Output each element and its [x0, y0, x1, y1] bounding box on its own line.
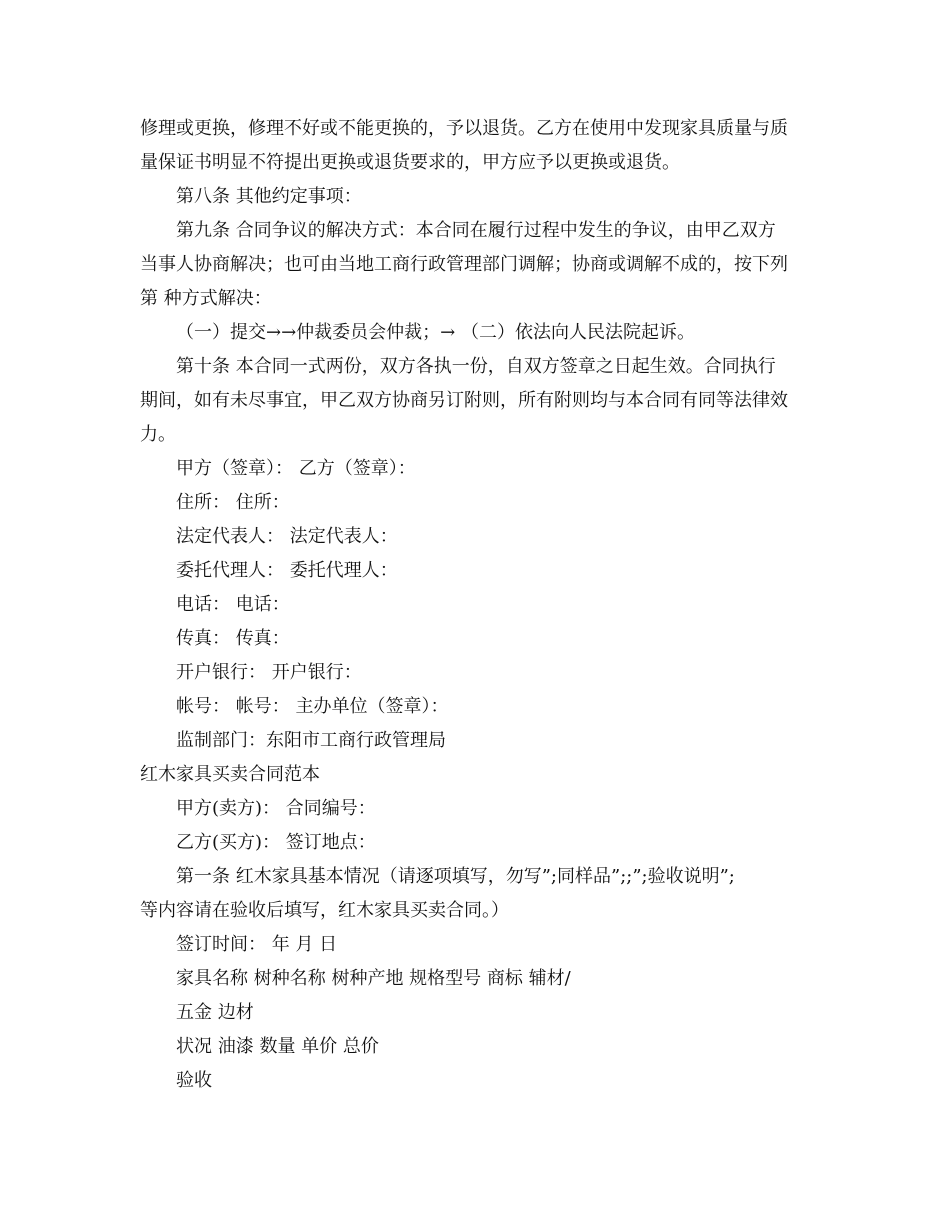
text-line: 期间，如有未尽事宜，甲乙双方协商另订附则，所有附则均与本合同有同等法律效	[140, 390, 788, 411]
text-line: 家具名称 树种名称 树种产地 规格型号 商标 辅材/	[176, 968, 571, 989]
text-line: 第十条 本合同一式两份，双方各执一份，自双方签章之日起生效。合同执行	[176, 356, 776, 377]
text-line: 第一条 红木家具基本情况（请逐项填写，勿写”;同样品”;;”;验收说明”;	[176, 866, 735, 887]
text-line: 第九条 合同争议的解决方式：本合同在履行过程中发生的争议，由甲乙双方	[176, 220, 776, 241]
text-line: 帐号： 帐号： 主办单位（签章）：	[176, 696, 449, 717]
text-line: 开户银行： 开户银行：	[176, 662, 362, 683]
text-line: 五金 边材	[176, 1002, 254, 1023]
text-line: （一）提交→→仲裁委员会仲裁；→ （二）依法向人民法院起诉。	[176, 322, 695, 343]
text-line: 状况 油漆 数量 单价 总价	[176, 1036, 379, 1057]
text-line: 乙方(买方)： 签订地点：	[176, 832, 376, 853]
text-line: 等内容请在验收后填写，红木家具买卖合同。）	[140, 900, 509, 921]
text-line: 签订时间： 年 月 日	[176, 934, 338, 955]
text-line: 第 种方式解决：	[140, 288, 272, 309]
text-line: 第八条 其他约定事项：	[176, 186, 362, 207]
text-line: 甲方（签章）： 乙方（签章）：	[176, 458, 416, 479]
text-line: 住所： 住所：	[176, 492, 290, 513]
text-line: 电话： 电话：	[176, 594, 290, 615]
text-line: 量保证书明显不符提出更换或退货要求的，甲方应予以更换或退货。	[140, 152, 680, 173]
text-line: 验收	[176, 1070, 212, 1091]
section-title: 红木家具买卖合同范本	[140, 764, 320, 785]
text-line: 力。	[140, 424, 176, 445]
text-line: 委托代理人： 委托代理人：	[176, 560, 398, 581]
text-line: 法定代表人： 法定代表人：	[176, 526, 398, 547]
text-line: 监制部门：东阳市工商行政管理局	[176, 730, 446, 751]
document-body	[140, 112, 812, 1098]
text-line: 传真： 传真：	[176, 628, 290, 649]
text-line: 修理或更换，修理不好或不能更换的，予以退货。乙方在使用中发现家具质量与质	[140, 118, 788, 139]
text-line: 当事人协商解决；也可由当地工商行政管理部门调解；协商或调解不成的，按下列	[140, 254, 788, 275]
text-line: 甲方(卖方)： 合同编号：	[176, 798, 376, 819]
